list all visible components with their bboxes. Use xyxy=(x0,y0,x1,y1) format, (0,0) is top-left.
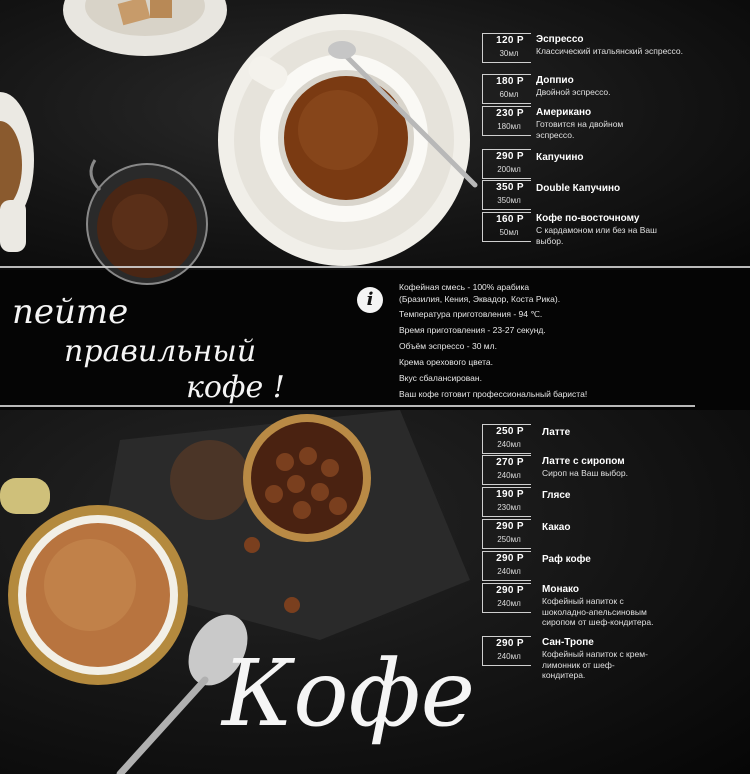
item-name: Капучино xyxy=(536,152,584,163)
item-name: Сан-Тропе xyxy=(542,637,594,648)
item-name: Кофе по-восточному xyxy=(536,213,640,224)
page-title: Кофе xyxy=(222,640,476,747)
slogan-line-2: правильный xyxy=(64,334,257,369)
volume: 230мл xyxy=(497,503,521,512)
item-description: Готовится на двойном эспрессо. xyxy=(536,119,624,140)
bottom-divider xyxy=(0,405,695,407)
menu-item xyxy=(482,180,744,208)
info-line: Ваш кофе готовит профессиональный бариста! xyxy=(399,389,588,399)
item-name: Глясе xyxy=(542,490,571,501)
volume: 60мл xyxy=(499,90,519,99)
volume: 200мл xyxy=(497,165,521,174)
info-line: Температура приготовления - 94 ℃. xyxy=(399,309,543,319)
menu-item xyxy=(482,583,744,627)
menu-item xyxy=(482,33,744,61)
info-line: Крема орехового цвета. xyxy=(399,357,493,367)
price-tag xyxy=(482,583,531,613)
price: 180 Р xyxy=(496,76,524,87)
item-name: Американо xyxy=(536,107,592,118)
volume: 240мл xyxy=(497,652,521,661)
price-tag xyxy=(482,487,531,517)
item-name: Раф кофе xyxy=(542,554,591,565)
price-tag xyxy=(482,551,531,581)
item-name: Доппио xyxy=(536,75,574,86)
top-divider xyxy=(0,266,750,268)
volume: 240мл xyxy=(497,440,521,449)
volume: 350мл xyxy=(497,196,521,205)
info-line: (Бразилия, Кения, Эквадор, Коста Рика). xyxy=(399,294,561,304)
slogan-line-1: пейте xyxy=(12,292,129,332)
menu-item xyxy=(482,551,744,579)
menu-item xyxy=(482,519,744,547)
item-name: Латте с сиропом xyxy=(542,456,625,467)
volume: 50мл xyxy=(499,228,519,237)
volume: 240мл xyxy=(497,471,521,480)
info-line: Время приготовления - 23-27 секунд. xyxy=(399,325,546,335)
item-name: Монако xyxy=(542,584,580,595)
left-cup-illustration xyxy=(0,92,34,252)
price-tag xyxy=(482,519,531,549)
price-tag xyxy=(482,180,531,210)
price: 160 Р xyxy=(496,214,524,225)
price-tag xyxy=(482,74,531,104)
volume: 250мл xyxy=(497,535,521,544)
price: 350 Р xyxy=(496,182,524,193)
price: 290 Р xyxy=(496,585,524,596)
menu-item xyxy=(482,74,744,102)
espresso-cup-illustration xyxy=(218,14,475,266)
menu-item xyxy=(482,106,744,140)
price: 290 Р xyxy=(496,638,524,649)
item-description: Кофейный напиток с крем-лимонник от шеф-кондитера. xyxy=(542,649,648,680)
volume: 240мл xyxy=(497,567,521,576)
info-line: Объём эспрессо - 30 мл. xyxy=(399,341,497,351)
price: 230 Р xyxy=(496,108,524,119)
item-description: Сироп на Ваш выбор. xyxy=(542,468,628,478)
menu-item xyxy=(482,424,744,452)
item-description: Кофейный напиток с шоколадно-апельсиновым сиропом от шеф-кондитера. xyxy=(542,596,654,627)
price: 270 Р xyxy=(496,457,524,468)
info-icon: i xyxy=(357,287,383,313)
sugar-bowl-illustration xyxy=(63,0,227,56)
item-description: С кардамоном или без на Ваш выбор. xyxy=(536,225,657,246)
menu-item xyxy=(482,487,744,515)
item-description: Двойной эспрессо. xyxy=(536,87,611,97)
price: 190 Р xyxy=(496,489,524,500)
price-tag xyxy=(482,33,531,63)
price-tag xyxy=(482,212,531,242)
info-line: Вкус сбалансирован. xyxy=(399,373,482,383)
volume: 180мл xyxy=(497,122,521,131)
slogan-line-3: кофе ! xyxy=(186,370,285,405)
menu-item xyxy=(482,455,744,483)
price-tag xyxy=(482,424,531,454)
item-name: Какао xyxy=(542,522,571,533)
price-tag xyxy=(482,149,531,179)
item-name: Double Капучино xyxy=(536,183,621,194)
price-tag xyxy=(482,106,531,136)
volume: 240мл xyxy=(497,599,521,608)
price: 290 Р xyxy=(496,521,524,532)
volume: 30мл xyxy=(499,49,519,58)
item-name: Латте xyxy=(542,427,571,438)
info-line: Кофейная смесь - 100% арабика xyxy=(399,282,530,292)
price: 250 Р xyxy=(496,426,524,437)
price: 120 Р xyxy=(496,35,524,46)
price-tag xyxy=(482,455,531,485)
price: 290 Р xyxy=(496,553,524,564)
menu-item xyxy=(482,149,744,177)
item-description: Классический итальянский эспрессо. xyxy=(536,46,683,56)
price-tag xyxy=(482,636,531,666)
item-name: Эспрессо xyxy=(536,34,584,45)
price: 290 Р xyxy=(496,151,524,162)
menu-item xyxy=(482,212,744,246)
menu-item xyxy=(482,636,744,680)
